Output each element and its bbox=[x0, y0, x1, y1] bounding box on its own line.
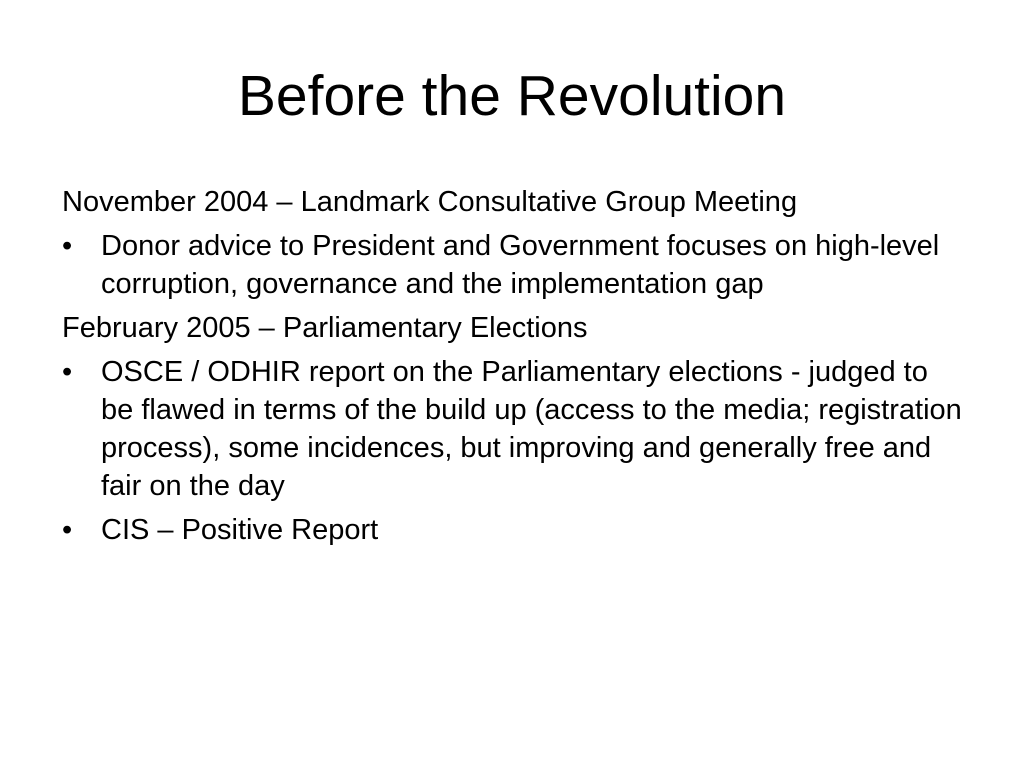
bullet-text: Donor advice to President and Government focuses on high-level corruption, governance and the implementation gap bbox=[101, 230, 940, 300]
bullet-item bbox=[62, 353, 962, 505]
bullet-icon: • bbox=[62, 230, 73, 262]
bullet-icon: • bbox=[62, 356, 73, 388]
bullet-item bbox=[62, 227, 962, 303]
section-heading: February 2005 – Parliamentary Elections bbox=[62, 312, 588, 344]
bullet-text: OSCE / ODHIR report on the Parliamentary elections - judged to be flawed in terms of the build up (access to the media; registration process), some incidences, but improving and generally free and fair on the day bbox=[101, 356, 962, 502]
section-heading: November 2004 – Landmark Consultative Group Meeting bbox=[62, 186, 798, 218]
bullet-text: CIS – Positive Report bbox=[101, 514, 379, 546]
bullet-list bbox=[62, 353, 962, 549]
bullet-item bbox=[62, 511, 962, 549]
slide-body bbox=[62, 183, 962, 555]
bullet-list bbox=[62, 227, 962, 303]
bullet-icon: • bbox=[62, 514, 73, 546]
slide-title: Before the Revolution bbox=[237, 64, 787, 128]
